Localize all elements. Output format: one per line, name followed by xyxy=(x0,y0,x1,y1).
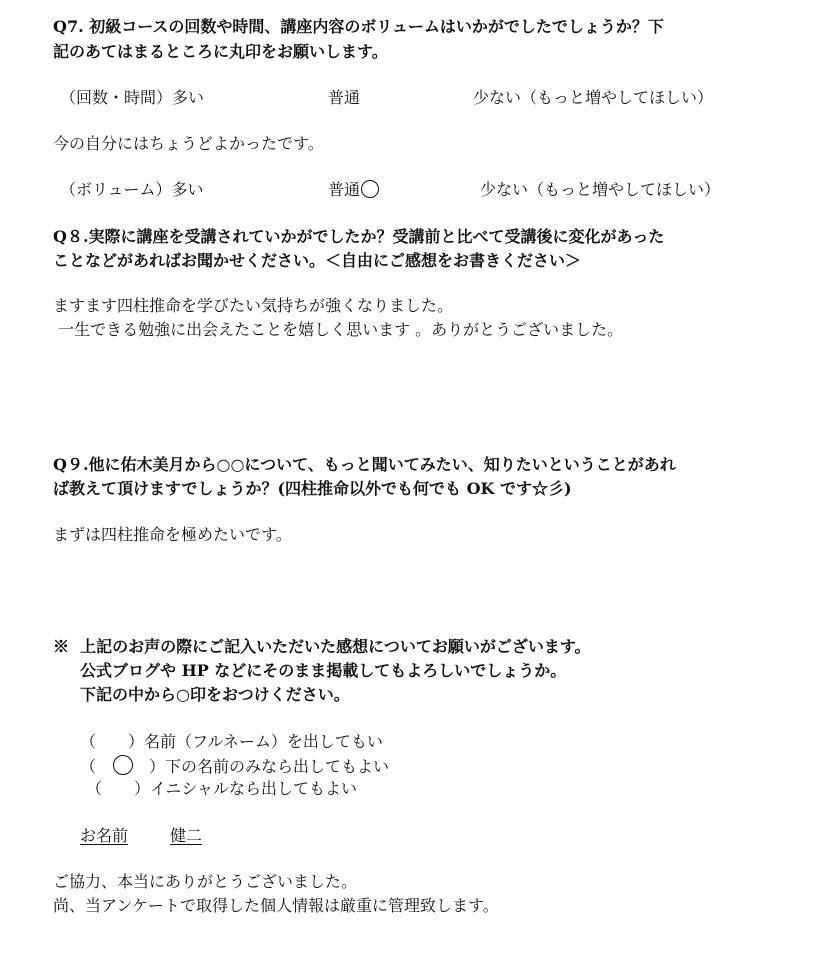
q8-answer-line2: 一生できる勉強に出会えたことを嬉しく思います 。ありがとうございました。 xyxy=(53,320,624,339)
option-firstname-text: 下の名前のみなら出してもよい xyxy=(165,757,390,776)
q7-row2-normal: 普通 xyxy=(328,180,361,199)
closing-line2: 尚、当アンケートで取得した個人情報は厳重に管理致します。 xyxy=(53,896,499,915)
note-line1: ※ 上記のお声の際にご記入いただいた感想についてお願いがございます。 xyxy=(53,637,591,656)
q9-title-line1: Q９.他に佑木美月から○○について、もっと聞いてみたい、知りたいということがあれ xyxy=(53,455,676,474)
note-line3: 下記の中から○印をおつけください。 xyxy=(80,685,350,704)
name-field xyxy=(80,825,202,847)
selected-circle-icon xyxy=(113,755,133,775)
q8-answer-line1: ますます四柱推命を学びたい気持ちが強くなりました。 xyxy=(53,296,454,315)
q7-row1-normal: 普通 xyxy=(328,88,361,107)
option-fullname-bracket: （ ） xyxy=(80,732,145,751)
q7-row1-label: （回数・時間）多い xyxy=(60,88,205,107)
q7-title-line2: 記のあてはまるところに丸印をお願いします。 xyxy=(53,42,388,61)
note-line2: 公式ブログや HP などにそのまま掲載してもよろしいでしょうか。 xyxy=(80,661,567,680)
option-firstname-bracket-close: ） xyxy=(133,757,166,776)
q8-title-line2: ことなどがあればお聞かせください。＜自由にご感想をお書きください＞ xyxy=(53,251,582,270)
name-label: お名前 xyxy=(80,826,129,845)
q7-row2-normal-choice xyxy=(328,179,379,201)
q7-row1-less: 少ない（もっと増やしてほしい） xyxy=(473,88,714,107)
q7-title-line1: Q7. 初級コースの回数や時間、講座内容のボリュームはいかがでしたでしょうか？下 xyxy=(53,17,664,36)
q9-title-line2: ば教えて頂けますでしょうか？(四柱推命以外でも何でも OK です☆彡) xyxy=(53,479,572,498)
option-firstname xyxy=(80,755,389,778)
q7-row2-label: （ボリューム）多い xyxy=(60,180,204,199)
q9-answer: まずは四柱推命を極めたいです。 xyxy=(53,525,292,544)
option-firstname-bracket-open: （ xyxy=(80,757,113,776)
q8-title-line1: Q８.実際に講座を受講されていかがでしたか？受講前と比べて受講後に変化があった xyxy=(53,227,665,246)
name-value: 健二 xyxy=(170,826,203,845)
option-initials-text: イニシャルなら出してもよい xyxy=(150,779,358,798)
closing-line1: ご協力、本当にありがとうございました。 xyxy=(53,872,358,891)
q7-comment: 今の自分にはちょうどよかったです。 xyxy=(53,134,324,153)
option-fullname xyxy=(80,731,383,753)
option-initials xyxy=(86,778,357,800)
option-fullname-text: 名前（フルネーム）を出してもい xyxy=(144,732,383,751)
option-initials-bracket: （ ） xyxy=(86,779,151,798)
q7-row2-less: 少ない（もっと増やしてほしい） xyxy=(480,180,721,199)
selected-circle-icon xyxy=(361,180,379,198)
